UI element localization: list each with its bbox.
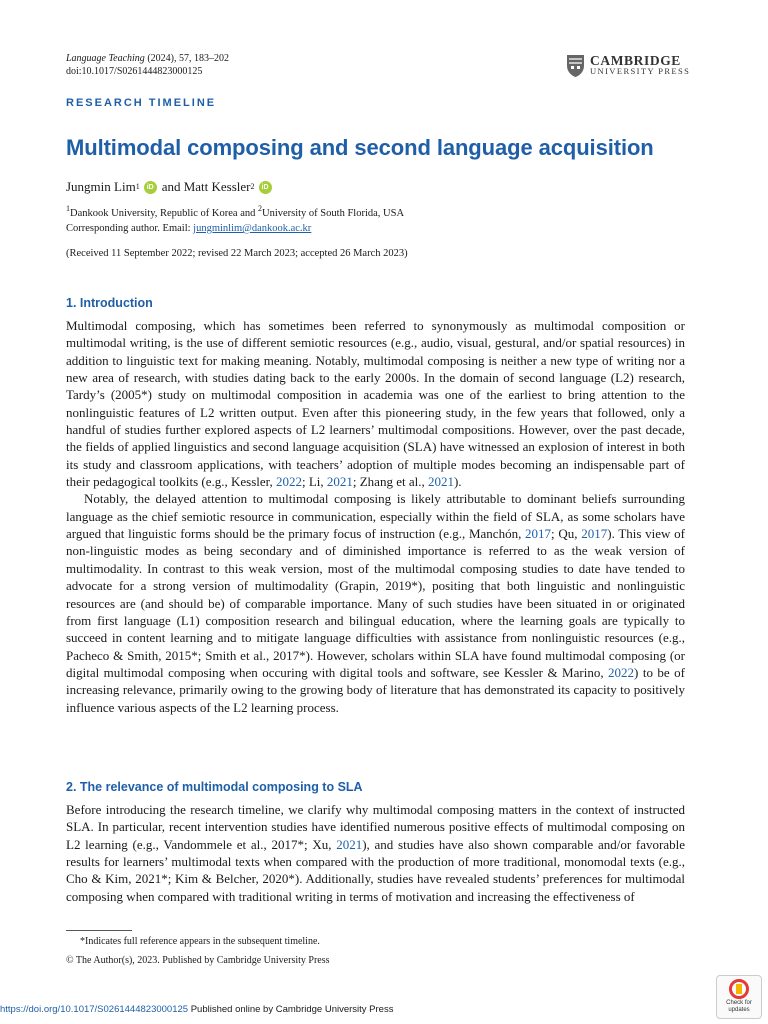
text-run: Notably, the delayed attention to multimodal composing is likely attributable to dominant beliefs surrounding language as the chief semiotic resource in communication, especially within the field of SLA, as some scholars have argued that linguistic forms should be the primary focus of instruction (e.g., Manchón,: [66, 491, 685, 542]
citation-link[interactable]: 2021: [326, 474, 353, 490]
paragraph: [66, 317, 685, 490]
text-run: ), and studies have also shown comparable and/or favorable results for learners’ multimodal texts when compared with the production of more traditional, monomodal texts (e.g., Cho & Kim, 2021*; Kim & Belcher, 2020*). Additionally, studies have revealed students’ preferences for multimodal composing when compared with traditional writing in terms of motivation and increasing the effectiveness of: [66, 836, 685, 904]
paragraph: [66, 490, 685, 715]
journal-volume: (2024), 57, 183–202: [144, 53, 229, 64]
author-2-name: and Matt Kessler: [161, 179, 251, 194]
text-run: Multimodal composing, which has sometimes been referred to synonymously as multimodal composition or multimodal writing, is the use of different semiotic resources (e.g., audio, visual, gestural, and/or spatial resources) in addition to linguistic text for making meaning. Notably, multimodal composing is neither a new type of writing nor a new area of research, with studies dating back to the early 2000s. In the domain of second language (L2) research, Tardy’s (2005*) study on multimodal composition in academia was one of the earliest to bring attention to the nonlinguistic features of L2 written output. Even after this pioneering study, in the few years that followed, only a handful of studies further explored aspects of L2 learners’ multimodal compositions. However, over the past decade, the fields of applied linguistics and second language acquisition (SLA) have witnessed an explosion of interest in both its study and classroom applications, with teachers’ adoption of multiple modes becoming an indispensable part of their pedagogical toolkits (e.g., Kessler,: [66, 318, 685, 490]
crossmark-icon: [729, 979, 749, 999]
journal-name: Language Teaching: [66, 53, 145, 64]
corresponding-email-link[interactable]: jungminlim@dankook.ac.kr: [193, 223, 312, 234]
orcid-icon[interactable]: iD: [144, 181, 157, 194]
affiliation-2: University of South Florida, USA: [261, 208, 405, 219]
article-type-label: RESEARCH TIMELINE: [66, 97, 217, 109]
bottom-doi-line: [0, 1004, 393, 1015]
author-1-name: Jungmin Lim: [66, 179, 136, 194]
text-run: ; Li,: [301, 474, 327, 490]
citation-link[interactable]: 2017: [525, 526, 552, 542]
citation-link[interactable]: 2021: [336, 836, 363, 852]
text-run: ). This view of non-linguistic modes as being secondary and of diminished importance is referred to as the weak version of multimodality. In contrast to this weak version, most of the multimodal composing studies to date have tended to advocate for a strong version of multimodality (Grapin, 2019*), positing that both linguistic and nonlinguistic resources are (and should be) of comparable importance. Many of such studies have been situated in or originated from first language (L1) composition research and bilingual education, where the learning goals are typically to succeed in content learning and to mitigate language difficulties with assistance from nonlinguistic resources (e.g., Pacheco & Smith, 2015*; Smith et al., 2017*). However, scholars within SLA have found multimodal composing (or digital multimodal composing when occuring with digital tools and software, see Kessler & Marino,: [66, 526, 685, 680]
orcid-icon[interactable]: iD: [259, 181, 272, 194]
check-for-updates-badge[interactable]: [716, 975, 762, 1019]
affiliation-marker-1: 1: [66, 204, 70, 213]
citation-link[interactable]: 2022: [275, 474, 302, 490]
text-run: ).: [453, 474, 462, 490]
section-2-body: [66, 801, 685, 905]
badge-line-1: Check for: [726, 1000, 752, 1006]
logo-line-1: CAMBRIDGE: [590, 53, 681, 68]
text-run: ; Zhang et al.,: [352, 474, 428, 490]
doi-link[interactable]: https://doi.org/10.1017/S0261444823000125: [0, 1004, 189, 1015]
citation-link[interactable]: 2017: [581, 526, 608, 542]
published-online-text: Published online by Cambridge University Press: [188, 1004, 394, 1015]
section-1-heading: 1. Introduction: [66, 296, 153, 310]
article-doi: doi:10.1017/S0261444823000125: [66, 66, 203, 77]
affiliation-marker-2: 2: [257, 204, 262, 213]
copyright-notice: © The Author(s), 2023. Published by Cambridge University Press: [66, 955, 330, 966]
footnote: *Indicates full reference appears in the subsequent timeline.: [80, 936, 320, 947]
corresponding-label: Corresponding author. Email:: [66, 223, 194, 234]
section-2-heading: 2. The relevance of multimodal composing to SLA: [66, 780, 363, 794]
affiliation-1: Dankook University, Republic of Korea and: [70, 208, 258, 219]
citation-link[interactable]: 2021: [427, 474, 454, 490]
received-dates: (Received 11 September 2022; revised 22 March 2023; accepted 26 March 2023): [66, 248, 408, 259]
publisher-logo: [566, 53, 690, 79]
paragraph: [66, 801, 685, 905]
citation-link[interactable]: 2022: [608, 664, 635, 680]
article-title: Multimodal composing and second language acquisition: [66, 135, 654, 160]
cambridge-shield-icon: [566, 54, 585, 78]
journal-info: [66, 52, 229, 78]
logo-line-2: UNIVERSITY PRESS: [590, 66, 691, 76]
text-run: ; Qu,: [551, 526, 582, 542]
text-run: Before introducing the research timeline, we clarify why multimodal composing matters in the context of instructed SLA. In particular, recent intervention studies have identified numerous positive effects of multimodal composing on L2 learning (e.g., Vandommele et al., 2017*; Xu,: [66, 802, 685, 852]
text-run: ) to be of increasing relevance, primarily owing to the growing body of literature that has demonstrated its capacity to positively influence various aspects of the L2 learning process.: [66, 664, 685, 715]
author-list: Jungmin Lim 1 iD and Matt Kessler 2 iD: [66, 179, 277, 195]
footnote-divider: [66, 930, 132, 931]
affiliations: [66, 206, 404, 236]
badge-line-2: updates: [728, 1007, 750, 1013]
section-1-body: [66, 317, 685, 716]
